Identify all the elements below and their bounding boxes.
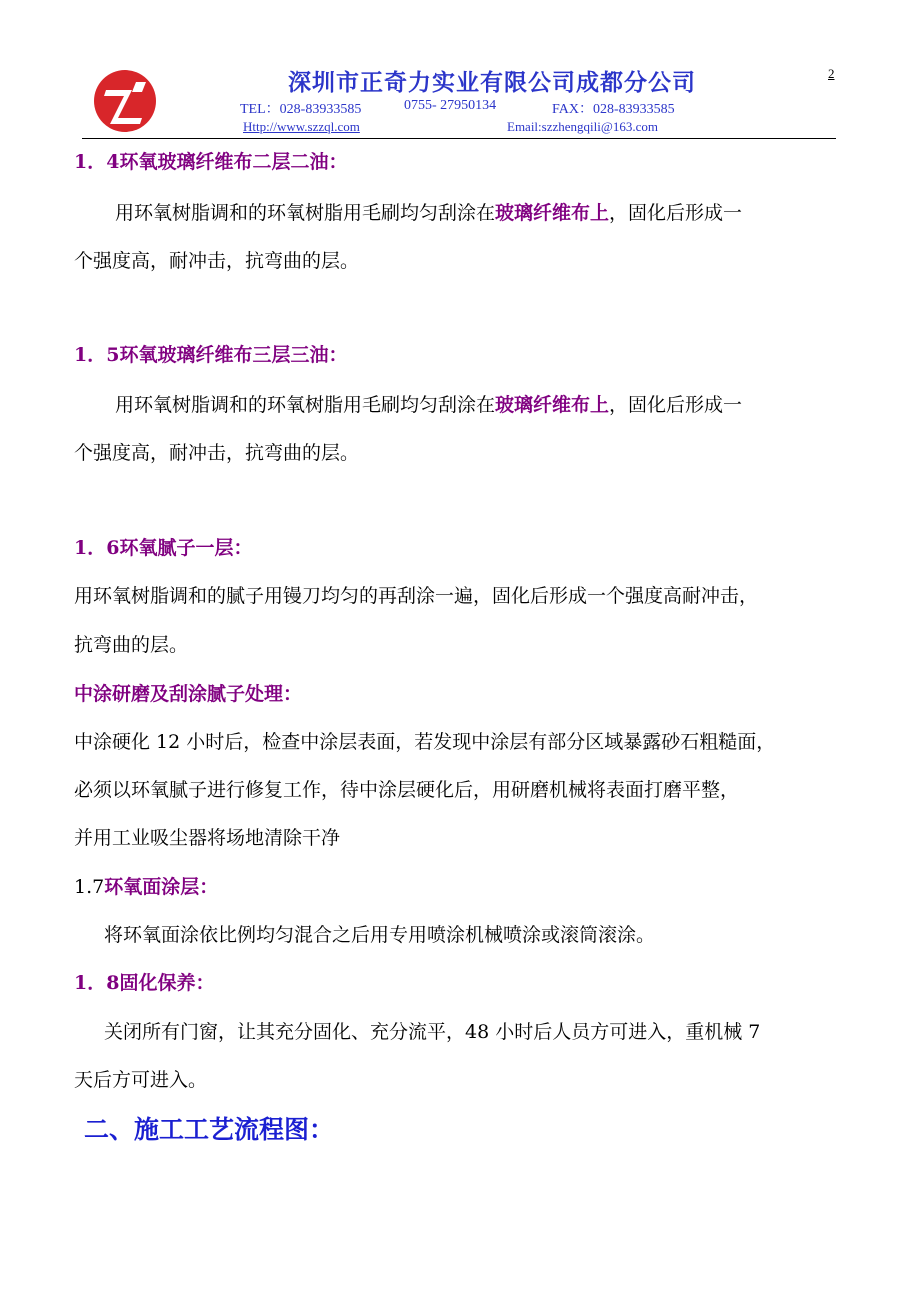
company-logo (92, 68, 158, 134)
paragraph-line: 关闭所有门窗，让其充分固化、充分流平，48 小时后人员方可进入，重机械 7 (104, 1021, 761, 1043)
paragraph-line: 个强度高，耐冲击，抗弯曲的层。 (74, 442, 360, 464)
paragraph-line: 个强度高，耐冲击，抗弯曲的层。 (74, 250, 360, 272)
heading-mid-coat: 中涂研磨及刮涂腻子处理： (74, 683, 303, 705)
fax-text: FAX：028-83933585 (552, 102, 675, 117)
heading-number: 1．4 (74, 151, 120, 173)
heading-1-5 (74, 343, 347, 367)
tel2-text: 0755- 27950134 (404, 98, 497, 113)
company-name: 深圳市正奇力实业有限公司成都分公司 (288, 69, 696, 96)
paragraph-line: 将环氧面涂依比例均匀混合之后用专用喷涂机械喷涂或滚筒滚涂。 (104, 924, 656, 946)
tel-text: TEL：028-83933585 (240, 102, 362, 117)
heading-title: 环氧玻璃纤维布二层二油： (119, 151, 348, 173)
highlight-text: 玻璃纤维布上 (495, 394, 610, 416)
header-divider (82, 138, 836, 139)
heading-number: 1．6 (74, 537, 120, 559)
highlight-text: 玻璃纤维布上 (495, 202, 610, 224)
paragraph-line: 中涂硬化 12 小时后，检查中涂层表面，若发现中涂层有部分区域暴露砂石粗糙面， (74, 731, 776, 753)
section-2-heading: 二、施工工艺流程图： (84, 1115, 335, 1144)
paragraph-line (115, 393, 742, 417)
heading-title: 环氧腻子一层： (119, 537, 253, 559)
paragraph-line: 天后方可进入。 (74, 1069, 208, 1091)
text-run: 用环氧树脂调和的环氧树脂用毛刷均匀刮涂在 (115, 394, 496, 416)
paragraph-line (115, 201, 742, 225)
paragraph-line: 抗弯曲的层。 (74, 634, 189, 656)
email-text: Email:szzhengqili@163.com (507, 119, 658, 134)
heading-number: 1．5 (74, 344, 120, 366)
text-run: 用环氧树脂调和的环氧树脂用毛刷均匀刮涂在 (115, 202, 496, 224)
paragraph-line: 并用工业吸尘器将场地清除干净 (74, 827, 341, 849)
heading-title: 固化保养： (119, 972, 215, 994)
page-number: 2 (828, 66, 835, 81)
website-link[interactable]: Http://www.szzql.com (243, 119, 360, 134)
heading-number: 1．8 (74, 972, 120, 994)
heading-title: 环氧面涂层： (104, 876, 219, 898)
heading-1-4 (74, 150, 347, 174)
heading-title: 环氧玻璃纤维布三层三油： (119, 344, 348, 366)
heading-1-8 (74, 971, 214, 995)
heading-1-6 (74, 536, 252, 560)
paragraph-line: 必须以环氧腻子进行修复工作，待中涂层硬化后，用研磨机械将表面打磨平整， (74, 779, 740, 801)
paragraph-line: 用环氧树脂调和的腻子用镘刀均匀的再刮涂一遍，固化后形成一个强度高耐冲击， (74, 585, 759, 607)
text-run: ，固化后形成一 (609, 394, 743, 416)
heading-number: 1.7 (74, 876, 105, 898)
text-run: ，固化后形成一 (609, 202, 743, 224)
heading-1-7 (74, 875, 218, 899)
